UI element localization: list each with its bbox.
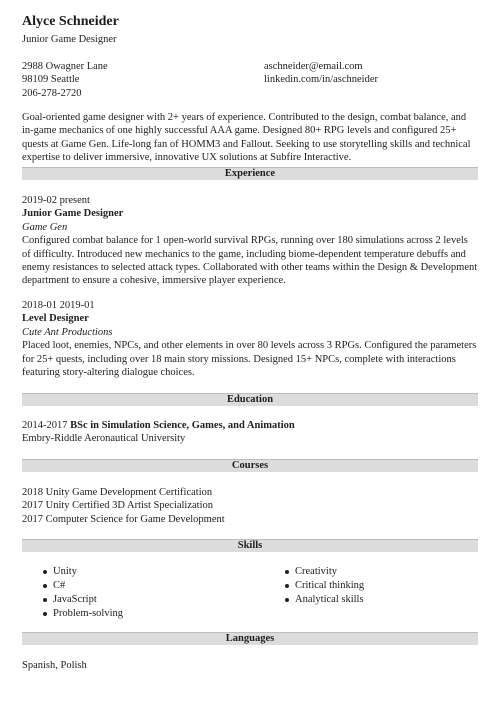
education-dates: 2014-2017 — [22, 420, 68, 431]
course-item: 2017 Unity Certified 3D Artist Specialization — [22, 500, 214, 512]
skill-item: Unity — [38, 565, 123, 579]
courses-list — [22, 486, 478, 526]
email-address: aschneider@email.com — [264, 61, 363, 72]
company-name: Cute Ant Productions — [22, 326, 113, 338]
contact-block — [264, 60, 378, 87]
skill-item: Problem-solving — [38, 607, 123, 621]
skills-section-header: Skills — [22, 539, 478, 552]
education-section-header: Education — [22, 393, 478, 406]
skills-column-left — [38, 565, 123, 621]
languages-section-header: Languages — [22, 632, 478, 645]
languages-list: Spanish, Polish — [22, 660, 87, 671]
course-item: 2018 Unity Game Development Certification — [22, 487, 213, 498]
job-description: Placed loot, enemies, NPCs, and other elements in over 80 levels across 3 RPGs. Configured the parameters for 25+ quests, including over 18 main story missions. Designed 15+ NPCs, complete with interactions featuring story-altering dialogue choices. — [22, 340, 477, 379]
job-dates: 2018-01 2019-01 — [22, 300, 95, 311]
skill-item: Critical thinking — [280, 579, 364, 593]
experience-entry — [22, 194, 478, 288]
job-title: Level Designer — [22, 313, 89, 325]
school-name: Embry-Riddle Aeronautical University — [22, 433, 186, 445]
skill-item: C# — [38, 579, 123, 593]
job-description: Configured combat balance for 1 open-world survival RPGs, running over 180 simulations across 2 levels of difficulty. Introduced new mechanics to the game, including biome-dependent temperature debuffs and enemy resistances to selected attack types. Collaborated with other teams within the Design & Development department to ensure a cohesive, immersive player experience. — [22, 235, 478, 287]
education-line — [22, 419, 478, 432]
street-address: 2988 Owagner Lane — [22, 61, 108, 72]
company-name: Game Gen — [22, 221, 68, 233]
skills-column-right — [280, 565, 364, 607]
job-dates: 2019-02 present — [22, 195, 90, 206]
phone-number: 206-278-2720 — [22, 87, 82, 99]
candidate-title: Junior Game Designer — [22, 34, 117, 45]
skill-item: Creativity — [280, 565, 364, 579]
city-address: 98109 Seattle — [22, 74, 80, 86]
skill-item: Analytical skills — [280, 593, 364, 607]
address-block — [22, 60, 108, 100]
candidate-name: Alyce Schneider — [22, 14, 119, 29]
linkedin-url: linkedin.com/in/aschneider — [264, 74, 379, 86]
education-entry — [22, 419, 478, 446]
courses-section-header: Courses — [22, 459, 478, 472]
course-item: 2017 Computer Science for Game Development — [22, 513, 225, 525]
professional-summary: Goal-oriented game designer with 2+ years of experience. Contributed to the design, combat balance, and in-game mechanics of one highly successful AAA game. Designed 80+ RPG levels and configured 25+ quests at Game Gen. Life-long fan of HOMM3 and Fallout. Seeking to use storytelling skills and technical expertise to deliver immersive, innovative UX solutions at Subfire Interactive. — [22, 112, 471, 164]
job-title: Junior Game Designer — [22, 208, 124, 220]
experience-entry — [22, 299, 478, 379]
degree-name: BSc in Simulation Science, Games, and Animation — [70, 420, 295, 431]
experience-section-header: Experience — [22, 167, 478, 180]
skill-item: JavaScript — [38, 593, 123, 607]
